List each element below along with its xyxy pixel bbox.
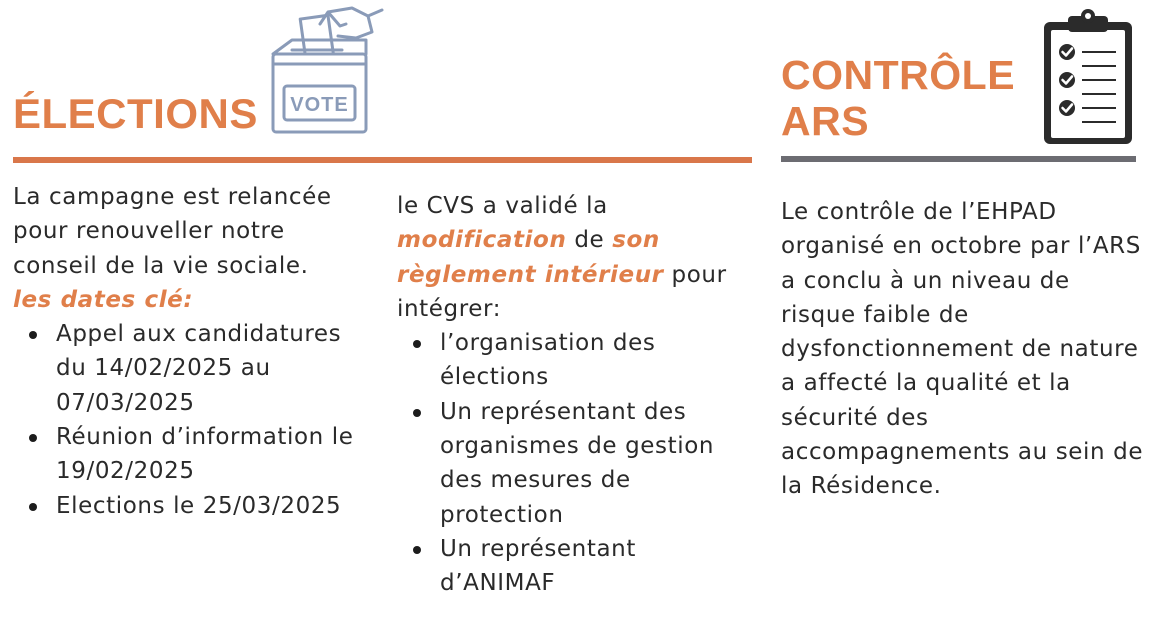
- cvs-text-1: le CVS a validé la: [397, 193, 608, 219]
- list-item: Elections le 25/03/2025: [13, 489, 373, 523]
- list-item: Un représentant d’ANIMAF: [397, 532, 737, 601]
- cvs-highlight-reglement: son règlement intérieur: [397, 227, 664, 288]
- list-item: Appel aux candidatures du 14/02/2025 au 07/03/2025: [13, 317, 373, 420]
- ars-text: Le contrôle de l’EHPAD organisé en octobre par l’ARS a conclu à un niveau de risque faible de dysfonctionnement de nature a affecté la qualité et la sécurité des accompagnements au sein de la Résidence.: [781, 199, 1144, 500]
- cvs-list: [397, 326, 737, 600]
- cvs-text-3: pour intégrer:: [397, 261, 727, 322]
- key-dates-list: [13, 317, 373, 523]
- campaign-intro: La campagne est relancée pour renouveller notre conseil de la vie sociale.: [13, 184, 332, 279]
- list-item: l’organisation des élections: [397, 326, 737, 395]
- list-item: Un représentant des organismes de gestion des mesures de protection: [397, 395, 737, 532]
- elections-column-1: [13, 180, 373, 523]
- elections-divider: [13, 157, 752, 163]
- clipboard-checklist-icon: [1040, 8, 1136, 150]
- ars-title-line-1: CONTRÔLE: [781, 52, 1016, 98]
- cvs-text-2: de: [566, 227, 613, 254]
- cvs-paragraph: [397, 189, 737, 326]
- list-item: Réunion d’information le 19/02/2025: [13, 420, 373, 489]
- key-dates-title: les dates clé:: [13, 286, 194, 313]
- ars-title: [781, 52, 1015, 144]
- ballot-label: VOTE: [290, 94, 349, 116]
- elections-title: ÉLECTIONS: [13, 90, 258, 137]
- ars-title-line-2: ARS: [781, 98, 870, 144]
- cvs-highlight-modification: modification: [397, 227, 567, 254]
- ars-divider: [781, 156, 1136, 162]
- elections-column-2: [397, 189, 737, 601]
- ballot-box-icon: [268, 2, 390, 138]
